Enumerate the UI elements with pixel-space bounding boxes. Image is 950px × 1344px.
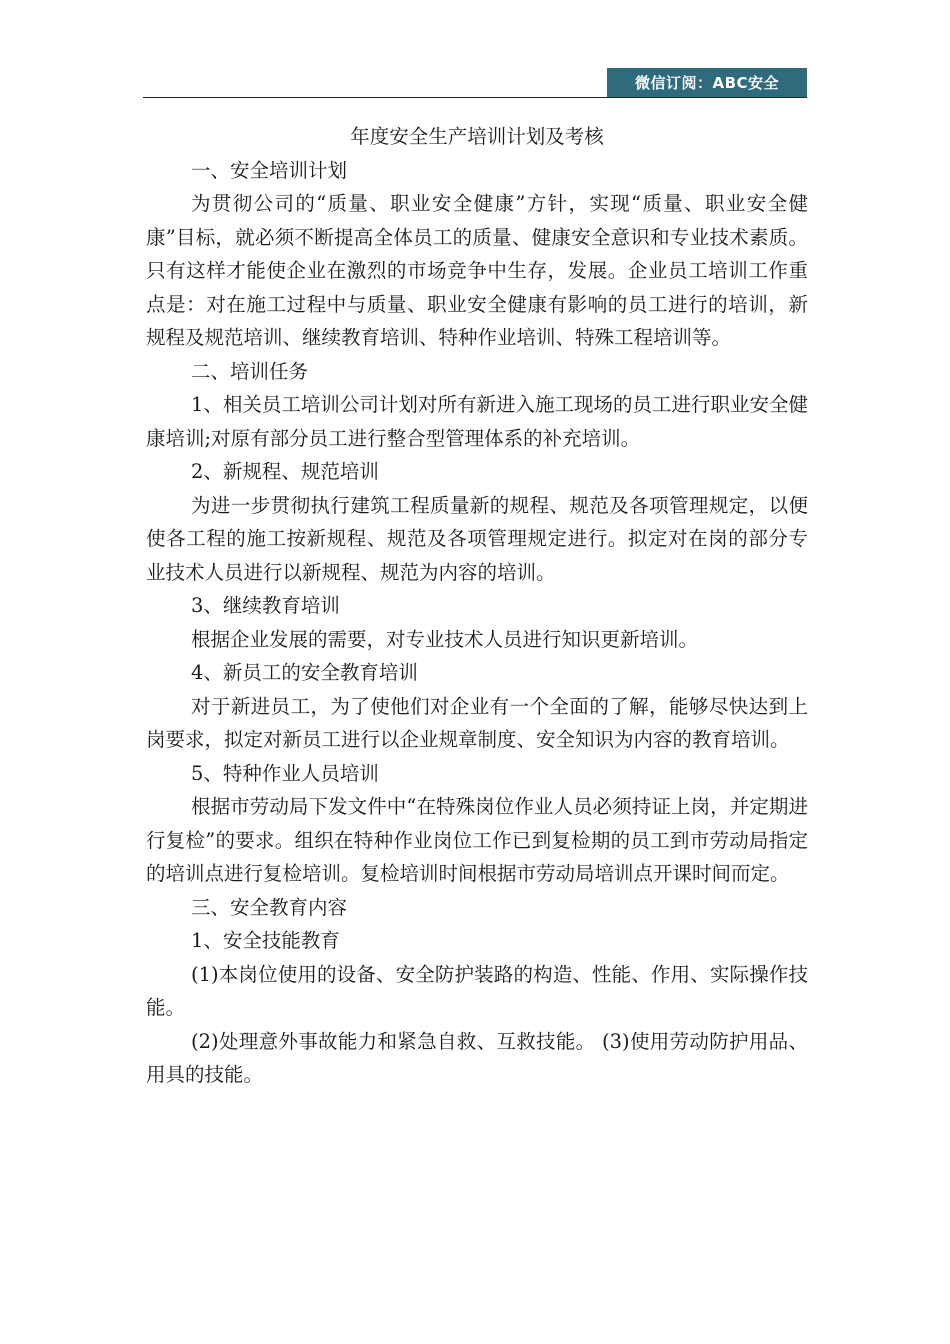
paragraph: (1)本岗位使用的设备、安全防护装路的构造、性能、作用、实际操作技能。 bbox=[146, 962, 808, 1019]
document-title: 年度安全生产培训计划及考核 bbox=[350, 125, 604, 148]
subsection-heading: 5、特种作业人员培训 bbox=[191, 761, 379, 785]
paragraph: (2)处理意外事故能力和紧急自救、互救技能。 (3)使用劳动防护用品、用具的技能。 bbox=[146, 1029, 808, 1086]
section-heading: 二、培训任务 bbox=[191, 359, 309, 383]
paragraph: 为进一步贯彻执行建筑工程质量新的规程、规范及各项管理规定，以便使各工程的施工按新规程、规范及各项管理规定进行。拟定对在岗的部分专业技术人员进行以新规程、规范为内容的培训。 bbox=[146, 493, 808, 584]
subsection-heading: 2、新规程、规范培训 bbox=[191, 460, 379, 483]
subsection-heading: 1、安全技能教育 bbox=[191, 929, 340, 952]
subsection-heading: 3、继续教育培训 bbox=[191, 594, 340, 617]
paragraph: 为贯彻公司的“质量、职业安全健康”方针，实现“质量、职业安全健康”目标，就必须不断提高全体员工的质量、健康安全意识和专业技术素质。只有这样才能使企业在激烈的市场竞争中生存，发展。企业员工培训工作重点是：对在施工过程中与质量、职业安全健康有影响的员工进行的培训，新规程及规范培训、继续教育培训、特种作业培训、特殊工程培训等。 bbox=[146, 192, 808, 349]
subsection-heading: 4、新员工的安全教育培训 bbox=[191, 661, 418, 684]
paragraph: 对于新进员工，为了使他们对企业有一个全面的了解，能够尽快达到上岗要求，拟定对新员工进行以企业规章制度、安全知识为内容的教育培训。 bbox=[146, 694, 808, 751]
wechat-subscribe-badge: 微信订阅：ABC安全 bbox=[607, 68, 807, 98]
section-heading: 三、安全教育内容 bbox=[191, 895, 348, 919]
document-body bbox=[146, 120, 808, 1092]
paragraph: 根据企业发展的需要，对专业技术人员进行知识更新培训。 bbox=[191, 627, 699, 651]
paragraph: 根据市劳动局下发文件中“在特殊岗位作业人员必须持证上岗，并定期进行复检”的要求。组织在特种作业岗位工作已到复检期的员工到市劳动局指定的培训点进行复检培训。复检培训时间根据市劳动局培训点开课时间而定。 bbox=[146, 795, 808, 885]
section-heading: 一、安全培训计划 bbox=[191, 158, 348, 182]
paragraph: 1、相关员工培训公司计划对所有新进入施工现场的员工进行职业安全健康培训;对原有部分员工进行整合型管理体系的补充培训。 bbox=[146, 393, 808, 450]
header-divider bbox=[143, 97, 807, 98]
